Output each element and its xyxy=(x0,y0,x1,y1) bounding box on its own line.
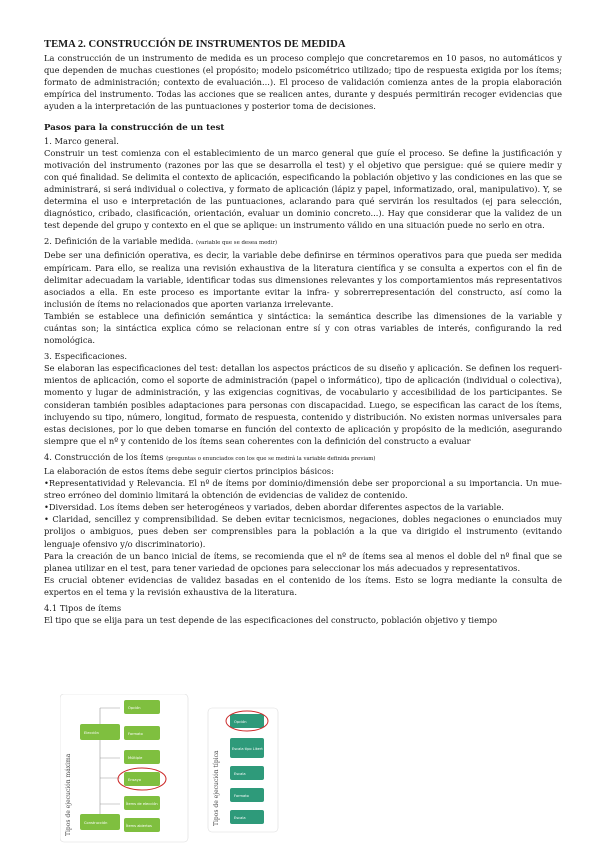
document-page xyxy=(44,38,562,626)
section-2-text-2: También se establece una definición semántica y sintáctica: la semántica describe las dimensiones de la variable y cuántas son; la sintáctica explica cómo se relacionan entre sí y con otras variables de interés, configurando la red nomológica. xyxy=(44,310,562,346)
left-box-3-label: Múltiple xyxy=(128,756,143,760)
section-2 xyxy=(44,235,562,346)
section-4-bullet-2: •Diversidad. Los ítems deben ser heterogéneos y variados, deben abordar diferentes aspectos de la variable. xyxy=(44,502,504,513)
section-4-heading: 4. Construcción de los ítems xyxy=(44,451,164,462)
section-4-lead: La elaboración de estos ítems debe seguir ciertos principios básicos: xyxy=(44,466,334,476)
right-box-1-label: Opción xyxy=(234,720,247,724)
left-box-2-label: Formato xyxy=(128,732,143,736)
section-4-note: (preguntas o enunciados con los que se medirá la variable definida previam) xyxy=(166,455,376,462)
section-4-paragraph-1: Para la creación de un banco inicial de ítems, se recomienda que el nº de ítems sea al menos el doble del nº final que se planea utilizar en el test, para tener variedad de opciones para seleccionar los más adecuados y representativos. xyxy=(44,550,562,573)
section-4-bullet-1: •Representatividad y Relevancia. El nº de ítems por dominio/dimensión debe ser proporcional a su importancia. Un mue-streo erróneo del dominio limitará la obtención de evidencias de validez de contenido. xyxy=(44,478,562,501)
section-1 xyxy=(44,135,562,232)
section-4-paragraph-2: Es crucial obtener evidencias de validez basadas en el contenido de los ítems. Esto se logra mediante la consulta de expertos en el tema y la revisión exhaustiva de la literatura. xyxy=(44,574,562,597)
left-diagram-label: Tipos de ejecución máxima xyxy=(65,753,72,836)
left-root-bottom-label: Construcción xyxy=(84,821,108,825)
right-box-5-label: Escala xyxy=(234,816,246,820)
section-1-text: Construir un test comienza con el establecimiento de un marco general que guíe el proceso. Se define la justificación y motivación del instrumento (razones por las que se desarrolla el test) y el objetivo que persigue: qué se quiere medir y con qué finalidad. Se delimita el contexto de aplicación, especificando la población objetivo y las condiciones en las que se administrará, si será individual o colectiva, y formato de aplicación (lápiz y papel, informatizado, oral, manipulativo). Y, se determina el uso e interpretación de las puntuaciones, aclarando para qué servirán los resultados (ej para selección, diagnóstico, cribado, clasificación, orientación, evaluar un dominio concreto...). Hay que considerar que la validez de un test depende del grupo y contexto en el que se aplique: un instrumento válido en una situación puede no serlo en otra. xyxy=(44,147,562,231)
section-3 xyxy=(44,350,562,447)
section-4-1-text: El tipo que se elija para un test depende de las especificaciones del constructo, población objetivo y tiempo xyxy=(44,615,498,626)
page-title: TEMA 2. CONSTRUCCIÓN DE INSTRUMENTOS DE MEDIDA xyxy=(44,39,346,50)
right-box-3-label: Escala xyxy=(234,772,246,776)
section-3-heading: 3. Especificaciones. xyxy=(44,351,127,362)
section-3-text: Se elaboran las especificaciones del test: detallan los aspectos prácticos de su diseño y aplicación. Se definen los requeri-mientos de aplicación, como el soporte de administración (papel o informático), tipo de aplicación (individual o colectiva), momento y lugar de administración, y las exigencias cognitivas, de vocabulario y accesibilidad de los participantes. Se consideran también posibles adaptaciones para personas con discapacidad. Luego, se especifican las caract de los ítems, incluyendo su tipo, número, longitud, formato de respuesta, contenido y distribución. No existen normas universales para estas decisiones, por lo que deben tomarse en función del contexto de aplicación y propósito de la medición, asegurando siempre que el nº y contenido de los ítems sean coherentes con la definición del constructo a evaluar xyxy=(44,363,562,446)
left-box-5-label: Ítems de elección xyxy=(126,802,158,806)
right-box-2-label: Escala tipo Likert xyxy=(232,747,263,751)
section-4-1 xyxy=(44,602,562,626)
steps-heading: Pasos para la construcción de un test xyxy=(44,123,225,134)
section-4-bullet-3: • Claridad, sencillez y comprensibilidad. Se deben evitar tecnicismos, negaciones, dobles negaciones o enunciados muy prolijos o ambiguos, pues deben ser comprensibles para la población a la que va dirigido el instrumento (evitando lenguaje ofensivo y/o discriminatorio). xyxy=(44,514,562,549)
right-box-4-label: Formato xyxy=(234,794,249,798)
section-2-text-1: Debe ser una definición operativa, es decir, la variable debe definirse en términos operativos para que pueda ser medida empíricam. Para ello, se realiza una revisión exhaustiva de la literatura científica y se consulta a expertos con el fin de delimitar adecuadam la variable, identificar todas sus dimensiones relevantes y los comportamientos más representativos asociados a ella. En este proceso es importante evitar la infra- y sobrerrepresentación del constructo, así como la inclusión de ítems no relacionados que aporten varianza irrelevante. xyxy=(44,250,562,309)
left-diagram xyxy=(60,694,188,842)
left-box-1-label: Opción xyxy=(128,706,141,710)
right-diagram xyxy=(208,708,278,832)
left-root-top-label: Elección xyxy=(84,731,99,735)
intro-paragraph: La construcción de un instrumento de medida es un proceso complejo que concretaremos en 10 pasos, no automáticos y que dependen de muchas cuestiones (el propósito; modelo psicométrico utilizado; tipo de respuesta exigida por los ítems; formato de administración; contexto de evaluación...). El proceso de validación comienza antes de la propia elaboración empírica del instrumento. Todas las acciones que se realicen antes, durante y después permitirán recoger evidencias que ayuden a la interpretación de las puntuaciones y posterior toma de decisiones. xyxy=(44,53,562,112)
left-box-4-label: Ensayo xyxy=(128,778,141,782)
section-1-heading: 1. Marco general. xyxy=(44,135,119,146)
section-4-1-heading: 4.1 Tipos de ítems xyxy=(44,603,122,614)
section-2-note: (variable que se desea medir) xyxy=(196,240,278,247)
left-box-6-label: Ítems abiertos xyxy=(126,824,152,828)
section-4 xyxy=(44,451,562,598)
section-2-heading: 2. Definición de la variable medida. xyxy=(44,236,194,247)
right-diagram-label: Tipos de ejecución típica xyxy=(213,750,220,826)
item-types-figures xyxy=(60,694,560,844)
